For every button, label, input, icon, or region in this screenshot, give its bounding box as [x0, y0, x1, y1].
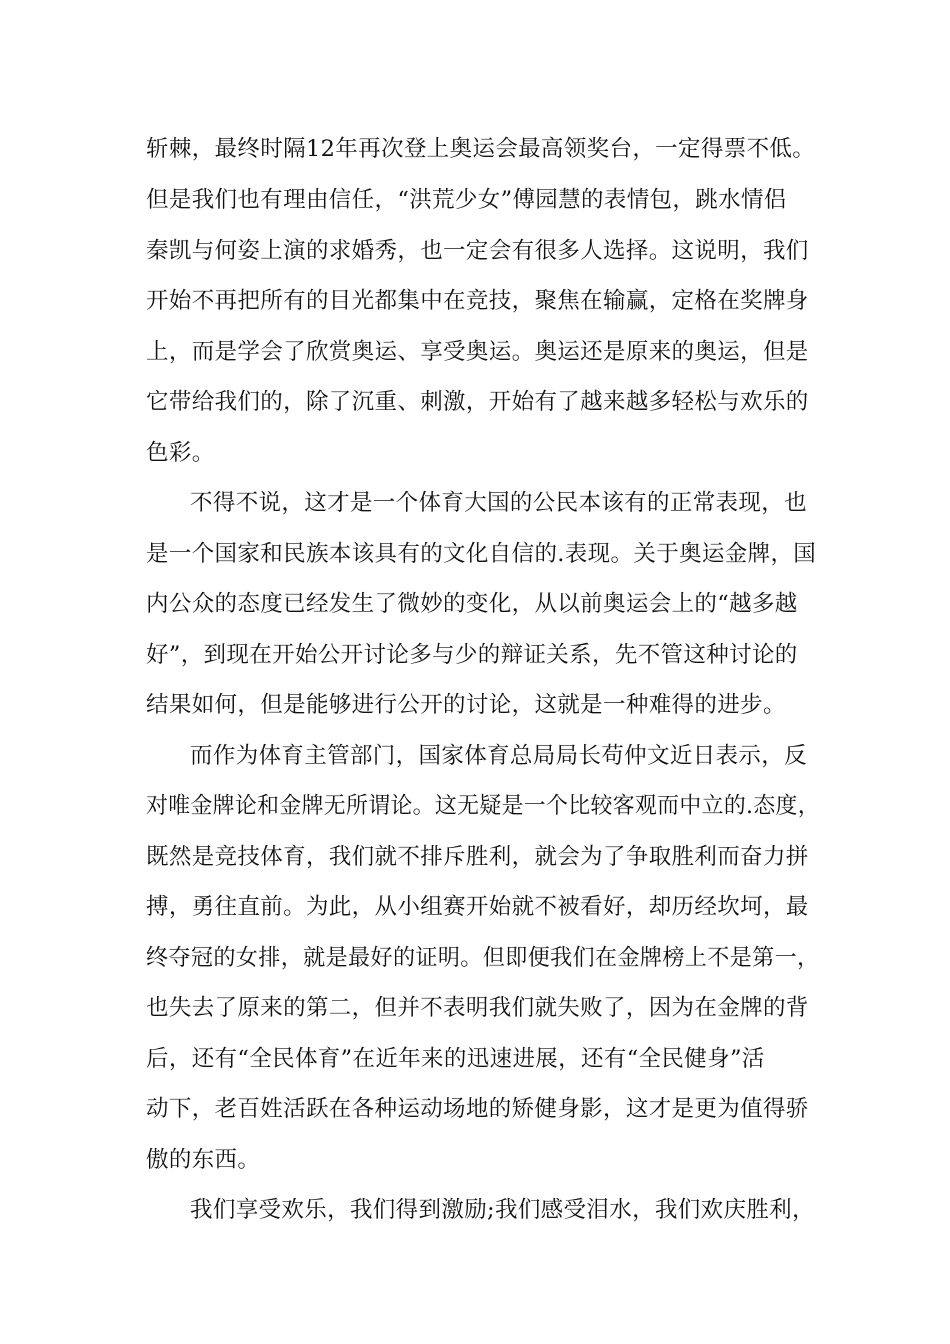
text-line-11: 好”，到现在开始公开讨论多与少的辩证关系，先不管这种讨论的: [146, 642, 798, 668]
text-line-6: 它带给我们的，除了沉重、刺激，开始有了越来越多轻松与欢乐的: [146, 389, 809, 415]
text-line-15: 既然是竞技体育，我们就不排斥胜利，就会为了争取胜利而奋力拼: [146, 844, 809, 870]
text-line-1: 斩棘，最终时隔12年再次登上奥运会最高领奖台，一定得票不低。: [146, 136, 816, 162]
text-line-5: 上，而是学会了欣赏奥运、享受奥运。奥运还是原来的奥运，但是: [146, 339, 809, 365]
text-line-12: 结果如何，但是能够进行公开的讨论，这就是一种难得的进步。: [146, 692, 786, 718]
text-line-9: 是一个国家和民族本该具有的文化自信的.表现。关于奥运金牌，国: [146, 541, 817, 567]
text-line-13: 而作为体育主管部门，国家体育总局局长苟仲文近日表示，反: [190, 743, 807, 769]
text-line-19: 后，还有“全民体育”在近年来的迅速进展，还有“全民健身”活: [146, 1046, 765, 1072]
text-line-22: 我们享受欢乐，我们得到激励;我们感受泪水，我们欢庆胜利，: [190, 1197, 815, 1223]
text-line-10: 内公众的态度已经发生了微妙的变化，从以前奥运会上的“越多越: [146, 591, 798, 617]
text-line-20: 动下，老百姓活跃在各种运动场地的矫健身影，这才是更为值得骄: [146, 1096, 809, 1122]
text-line-2: 但是我们也有理由信任，“洪荒少女”傅园慧的表情包，跳水情侣: [146, 187, 787, 213]
text-line-17: 终夺冠的女排，就是最好的证明。但即便我们在金牌榜上不是第一，: [146, 945, 820, 971]
text-line-3: 秦凯与何姿上演的求婚秀，也一定会有很多人选择。这说明，我们: [146, 238, 809, 264]
text-line-4: 开始不再把所有的目光都集中在竞技，聚焦在输赢，定格在奖牌身: [146, 288, 809, 314]
text-line-7: 色彩。: [146, 440, 215, 466]
text-line-16: 搏，勇往直前。为此，从小组赛开始就不被看好，却历经坎坷，最: [146, 894, 809, 920]
text-line-8: 不得不说，这才是一个体育大国的公民本该有的正常表现，也: [190, 490, 807, 516]
text-line-14: 对唯金牌论和金牌无所谓论。这无疑是一个比较客观而中立的.态度，: [146, 793, 821, 819]
text-line-21: 傲的东西。: [146, 1147, 261, 1173]
text-line-18: 也失去了原来的第二，但并不表明我们就失败了，因为在金牌的背: [146, 995, 809, 1021]
